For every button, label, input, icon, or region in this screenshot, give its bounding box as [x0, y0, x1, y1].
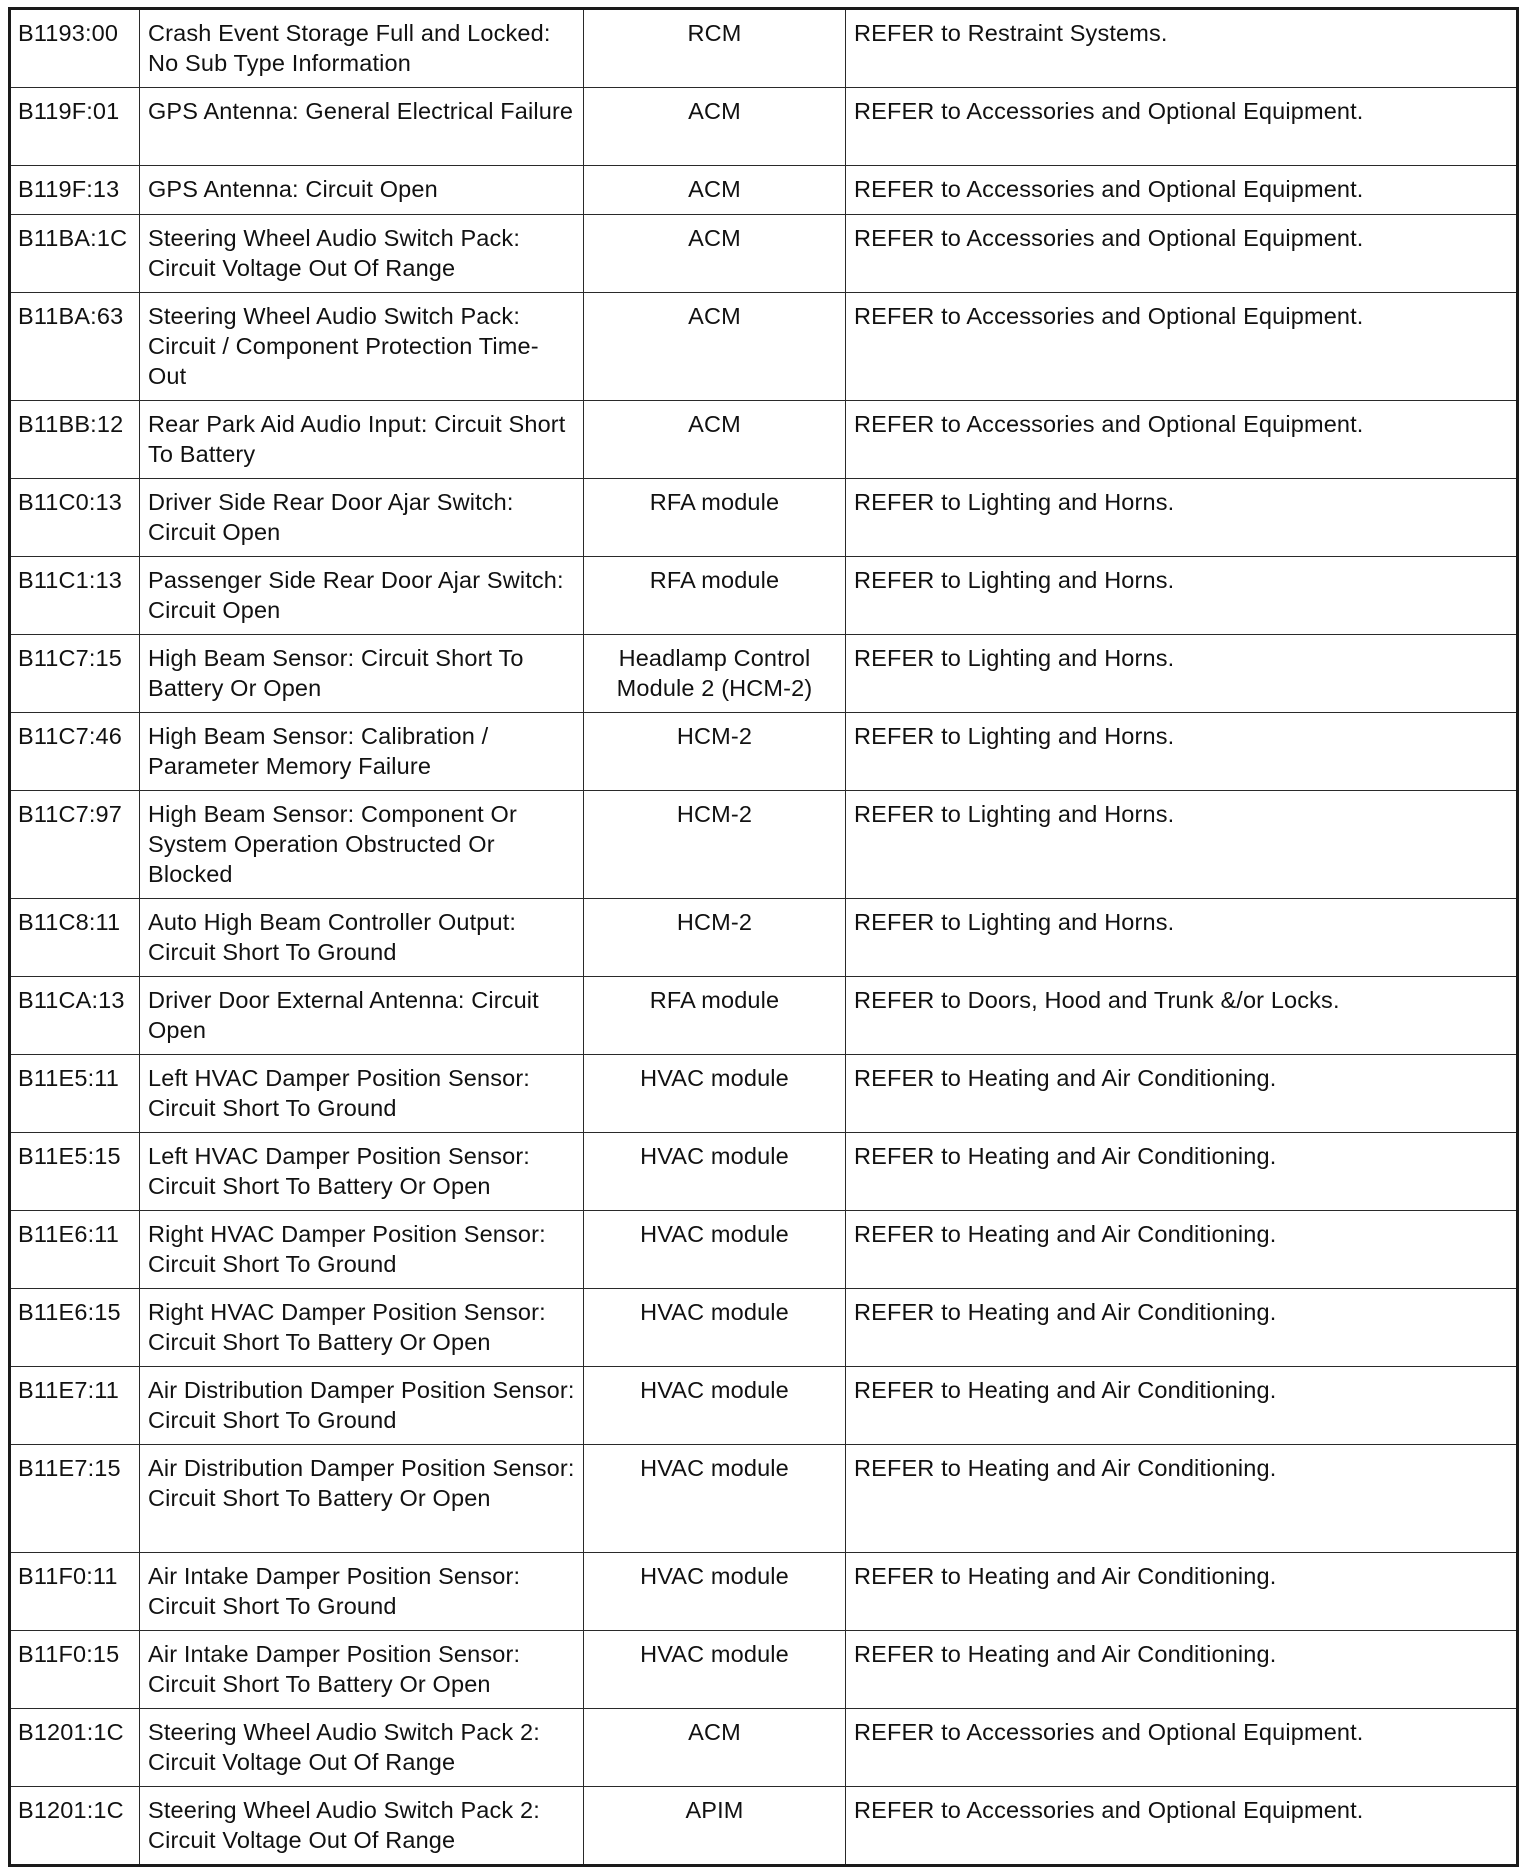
dtc-action: REFER to Heating and Air Conditioning. [846, 1631, 1518, 1709]
dtc-table [8, 7, 1519, 1867]
dtc-code: B1193:00 [10, 9, 140, 88]
dtc-action: REFER to Accessories and Optional Equipment. [846, 88, 1518, 166]
dtc-action: REFER to Heating and Air Conditioning. [846, 1211, 1518, 1289]
dtc-action: REFER to Accessories and Optional Equipment. [846, 401, 1518, 479]
dtc-action: REFER to Heating and Air Conditioning. [846, 1133, 1518, 1211]
table-row [10, 899, 1518, 977]
table-row [10, 1055, 1518, 1133]
table-row [10, 215, 1518, 293]
dtc-code: B11C7:97 [10, 791, 140, 899]
dtc-module: RCM [584, 9, 846, 88]
dtc-module: ACM [584, 166, 846, 215]
dtc-action: REFER to Accessories and Optional Equipment. [846, 1709, 1518, 1787]
dtc-description: Left HVAC Damper Position Sensor: Circuit Short To Battery Or Open [140, 1133, 584, 1211]
dtc-description: Steering Wheel Audio Switch Pack: Circuit / Component Protection Time-Out [140, 293, 584, 401]
dtc-code: B11C1:13 [10, 557, 140, 635]
dtc-description: Air Intake Damper Position Sensor: Circuit Short To Ground [140, 1553, 584, 1631]
dtc-action: REFER to Doors, Hood and Trunk &/or Locks. [846, 977, 1518, 1055]
dtc-code: B11C0:13 [10, 479, 140, 557]
table-row [10, 1709, 1518, 1787]
dtc-description: Passenger Side Rear Door Ajar Switch: Circuit Open [140, 557, 584, 635]
dtc-code: B11E5:15 [10, 1133, 140, 1211]
dtc-description: Steering Wheel Audio Switch Pack 2: Circuit Voltage Out Of Range [140, 1709, 584, 1787]
dtc-action: REFER to Lighting and Horns. [846, 635, 1518, 713]
dtc-module: HCM-2 [584, 899, 846, 977]
dtc-module: ACM [584, 401, 846, 479]
table-row [10, 1631, 1518, 1709]
dtc-action: REFER to Lighting and Horns. [846, 479, 1518, 557]
dtc-module: RFA module [584, 557, 846, 635]
dtc-action: REFER to Heating and Air Conditioning. [846, 1055, 1518, 1133]
dtc-code: B11BA:1C [10, 215, 140, 293]
dtc-module: APIM [584, 1787, 846, 1866]
dtc-code: B1201:1C [10, 1709, 140, 1787]
table-row [10, 1445, 1518, 1553]
dtc-description: GPS Antenna: Circuit Open [140, 166, 584, 215]
dtc-action: REFER to Accessories and Optional Equipment. [846, 1787, 1518, 1866]
table-row [10, 1133, 1518, 1211]
table-row [10, 1787, 1518, 1866]
dtc-code: B11E7:11 [10, 1367, 140, 1445]
dtc-code: B11E6:15 [10, 1289, 140, 1367]
dtc-description: Crash Event Storage Full and Locked: No Sub Type Information [140, 9, 584, 88]
dtc-description: Driver Door External Antenna: Circuit Open [140, 977, 584, 1055]
table-row [10, 479, 1518, 557]
dtc-action: REFER to Accessories and Optional Equipment. [846, 215, 1518, 293]
dtc-code: B1201:1C [10, 1787, 140, 1866]
dtc-code: B11BA:63 [10, 293, 140, 401]
dtc-module: HVAC module [584, 1367, 846, 1445]
dtc-code: B11E5:11 [10, 1055, 140, 1133]
dtc-action: REFER to Heating and Air Conditioning. [846, 1289, 1518, 1367]
dtc-description: Right HVAC Damper Position Sensor: Circuit Short To Battery Or Open [140, 1289, 584, 1367]
dtc-action: REFER to Heating and Air Conditioning. [846, 1367, 1518, 1445]
table-row [10, 1367, 1518, 1445]
dtc-code: B11E7:15 [10, 1445, 140, 1553]
dtc-code: B11C7:46 [10, 713, 140, 791]
dtc-module: RFA module [584, 977, 846, 1055]
dtc-description: High Beam Sensor: Circuit Short To Battery Or Open [140, 635, 584, 713]
table-row [10, 1211, 1518, 1289]
dtc-module: HCM-2 [584, 713, 846, 791]
dtc-description: Rear Park Aid Audio Input: Circuit Short To Battery [140, 401, 584, 479]
dtc-description: Air Distribution Damper Position Sensor: Circuit Short To Battery Or Open [140, 1445, 584, 1553]
dtc-action: REFER to Lighting and Horns. [846, 791, 1518, 899]
dtc-action: REFER to Restraint Systems. [846, 9, 1518, 88]
dtc-module: Headlamp Control Module 2 (HCM-2) [584, 635, 846, 713]
table-row [10, 977, 1518, 1055]
dtc-code: B119F:13 [10, 166, 140, 215]
table-row [10, 1289, 1518, 1367]
dtc-code: B11BB:12 [10, 401, 140, 479]
dtc-module: HVAC module [584, 1445, 846, 1553]
table-row [10, 88, 1518, 166]
dtc-code: B11F0:15 [10, 1631, 140, 1709]
table-row [10, 791, 1518, 899]
dtc-description: Driver Side Rear Door Ajar Switch: Circuit Open [140, 479, 584, 557]
dtc-description: Air Intake Damper Position Sensor: Circuit Short To Battery Or Open [140, 1631, 584, 1709]
table-row [10, 293, 1518, 401]
dtc-module: ACM [584, 1709, 846, 1787]
dtc-description: Steering Wheel Audio Switch Pack 2: Circuit Voltage Out Of Range [140, 1787, 584, 1866]
table-row [10, 557, 1518, 635]
dtc-module: RFA module [584, 479, 846, 557]
dtc-module: HVAC module [584, 1055, 846, 1133]
dtc-module: ACM [584, 215, 846, 293]
dtc-module: HVAC module [584, 1211, 846, 1289]
table-row [10, 713, 1518, 791]
table-row [10, 166, 1518, 215]
dtc-module: HVAC module [584, 1133, 846, 1211]
dtc-module: HVAC module [584, 1289, 846, 1367]
dtc-action: REFER to Lighting and Horns. [846, 899, 1518, 977]
dtc-module: HVAC module [584, 1631, 846, 1709]
table-row [10, 1553, 1518, 1631]
dtc-description: High Beam Sensor: Component Or System Operation Obstructed Or Blocked [140, 791, 584, 899]
dtc-description: High Beam Sensor: Calibration / Parameter Memory Failure [140, 713, 584, 791]
dtc-description: Auto High Beam Controller Output: Circuit Short To Ground [140, 899, 584, 977]
dtc-code: B11C7:15 [10, 635, 140, 713]
dtc-action: REFER to Heating and Air Conditioning. [846, 1553, 1518, 1631]
dtc-action: REFER to Lighting and Horns. [846, 713, 1518, 791]
dtc-code: B119F:01 [10, 88, 140, 166]
dtc-module: ACM [584, 293, 846, 401]
dtc-description: Steering Wheel Audio Switch Pack: Circuit Voltage Out Of Range [140, 215, 584, 293]
dtc-action: REFER to Heating and Air Conditioning. [846, 1445, 1518, 1553]
dtc-code: B11E6:11 [10, 1211, 140, 1289]
dtc-description: Air Distribution Damper Position Sensor: Circuit Short To Ground [140, 1367, 584, 1445]
dtc-code: B11C8:11 [10, 899, 140, 977]
table-row [10, 635, 1518, 713]
dtc-module: ACM [584, 88, 846, 166]
dtc-description: GPS Antenna: General Electrical Failure [140, 88, 584, 166]
table-row [10, 401, 1518, 479]
table-row [10, 9, 1518, 88]
dtc-module: HCM-2 [584, 791, 846, 899]
dtc-code: B11CA:13 [10, 977, 140, 1055]
dtc-action: REFER to Lighting and Horns. [846, 557, 1518, 635]
dtc-description: Left HVAC Damper Position Sensor: Circuit Short To Ground [140, 1055, 584, 1133]
dtc-module: HVAC module [584, 1553, 846, 1631]
dtc-code: B11F0:11 [10, 1553, 140, 1631]
dtc-action: REFER to Accessories and Optional Equipment. [846, 166, 1518, 215]
dtc-description: Right HVAC Damper Position Sensor: Circuit Short To Ground [140, 1211, 584, 1289]
dtc-action: REFER to Accessories and Optional Equipment. [846, 293, 1518, 401]
